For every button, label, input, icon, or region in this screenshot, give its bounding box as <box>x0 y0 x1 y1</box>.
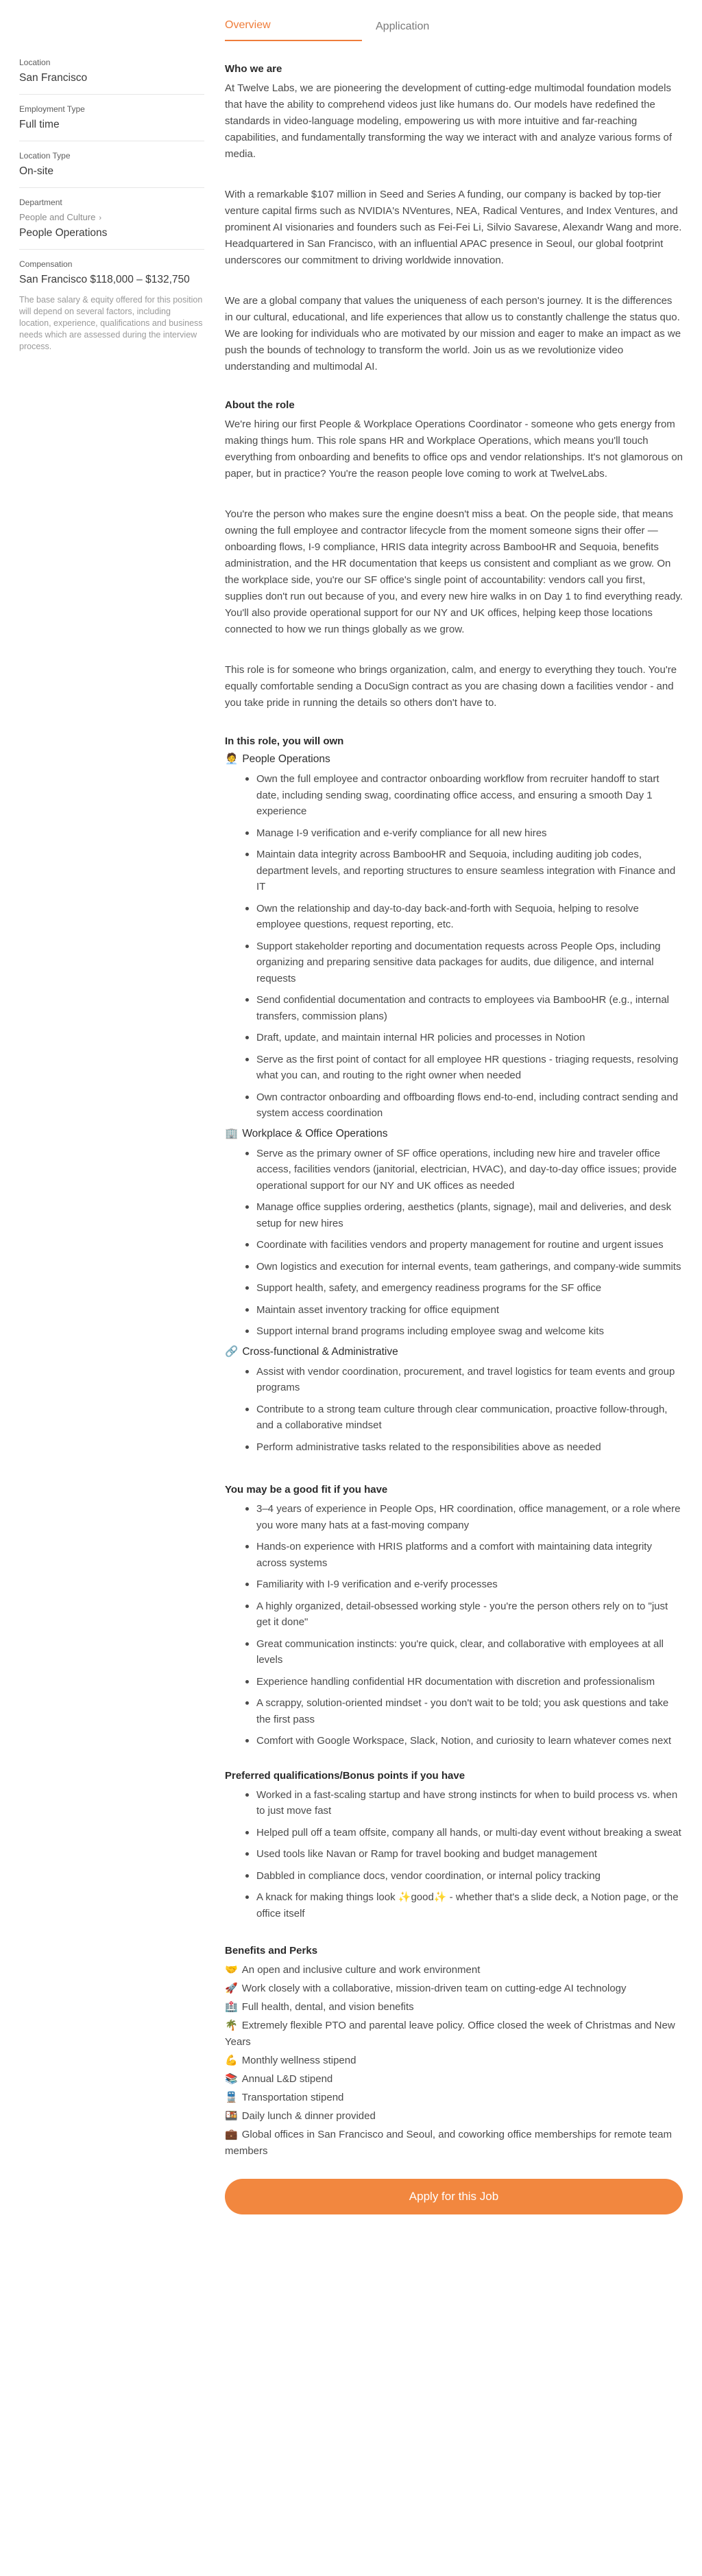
books-icon: 📚 <box>225 2073 238 2085</box>
briefcase-icon: 💼 <box>225 2129 238 2140</box>
who-paragraph-1: At Twelve Labs, we are pioneering the development of cutting-edge multimodal foundation models that have the ability to comprehend videos just like humans do. Our models have redefined the standards in video-language modeling, empowering us with more intuitive and far-reaching capabilities, and fundamentally transforming the way we interact with and analyze various forms of media. <box>225 82 672 160</box>
perk-item <box>225 2127 683 2160</box>
list-item: Maintain asset inventory tracking for office equipment <box>245 1302 683 1319</box>
compensation-section <box>19 259 204 362</box>
bento-box-icon: 🍱 <box>225 2110 238 2122</box>
about-role-heading: About the role <box>225 399 295 411</box>
list-item: Familiarity with I-9 verification and e-verify processes <box>245 1576 683 1593</box>
people-ops-label: People Operations <box>242 753 330 765</box>
list-item: Serve as the primary owner of SF office operations, including new hire and traveler office access, facilities vendors (janitorial, electrician, HVAC), and day-to-day office issues; provide operational support for our NY and UK offices as needed <box>245 1146 683 1194</box>
link-icon: 🔗 <box>225 1345 239 1358</box>
list-item: A scrappy, solution-oriented mindset - you don't wait to be told; you ask questions and take the first pass <box>245 1695 683 1727</box>
location-value: San Francisco <box>19 72 88 84</box>
office-building-icon: 🏢 <box>225 1127 239 1139</box>
apply-button[interactable]: Apply for this Job <box>225 2179 683 2214</box>
list-item: Coordinate with facilities vendors and property management for routine and urgent issues <box>245 1237 683 1253</box>
location-type-value: On-site <box>19 165 53 177</box>
rocket-icon: 🚀 <box>225 1983 238 1994</box>
list-item: Own the full employee and contractor onboarding workflow from recruiter handoff to start date, including sending swag, coordinating office access, and ensuring a smooth Day 1 experience <box>245 771 683 820</box>
person-office-worker-icon: 🧑‍💼 <box>225 753 239 765</box>
workplace-ops-subheading <box>225 1127 683 1140</box>
perks-heading: Benefits and Perks <box>225 1945 318 1957</box>
perk-item <box>225 2090 683 2106</box>
perk-text: Annual L&D stipend <box>241 2073 333 2085</box>
perk-item <box>225 1981 683 1997</box>
role-paragraph-1: We're hiring our first People & Workplace Operations Coordinator - someone who gets energy from making things hum. This role spans HR and Workplace Operations, which means you'll touch everything from onboarding and benefits to office ops and vendor relationships. It's not glamorous on paper, but in practice? You're the reason people love coming to work at TwelveLabs. <box>225 418 683 480</box>
employment-label: Employment Type <box>19 104 85 114</box>
list-item: Used tools like Navan or Ramp for travel booking and budget management <box>245 1846 683 1863</box>
compensation-value: San Francisco $118,000 – $132,750 <box>19 274 190 285</box>
employment-value: Full time <box>19 119 60 130</box>
list-item: Support stakeholder reporting and documentation requests across People Ops, including organizing and preparing sensitive data packages for audits, due diligence, and internal requests <box>245 938 683 987</box>
list-item: Manage I-9 verification and e-verify compliance for all new hires <box>245 825 683 842</box>
train-icon: 🚆 <box>225 2092 238 2103</box>
chevron-right-icon: › <box>99 214 101 222</box>
perk-item <box>225 1962 683 1978</box>
people-ops-list <box>225 771 683 1122</box>
perk-text: An open and inclusive culture and work environment <box>241 1964 481 1976</box>
list-item: Maintain data integrity across BambooHR and Sequoia, including auditing job codes, department levels, and reporting structures to ensure seamless integration with Finance and IT <box>245 847 683 895</box>
list-item: Own logistics and execution for internal events, team gatherings, and company-wide summits <box>245 1259 683 1275</box>
job-details-sidebar <box>19 0 204 372</box>
location-label: Location <box>19 58 51 67</box>
list-item: Support internal brand programs including employee swag and welcome kits <box>245 1323 683 1340</box>
role-paragraph-3: This role is for someone who brings organization, calm, and energy to everything they touch. You're equally comfortable sending a DocuSign contract as you are chasing down a facilities vendor - and you take pride in running the details so others don't have to. <box>225 664 677 709</box>
list-item: Own the relationship and day-to-day back-and-forth with Sequoia, helping to resolve employee questions, request reporting, etc. <box>245 901 683 933</box>
employment-section <box>19 104 204 141</box>
tab-overview[interactable]: Overview <box>225 19 362 41</box>
perk-item <box>225 2053 683 2069</box>
who-we-are-heading: Who we are <box>225 63 282 75</box>
perk-text: Daily lunch & dinner provided <box>241 2110 376 2122</box>
list-item: Comfort with Google Workspace, Slack, Notion, and curiosity to learn whatever comes next <box>245 1733 683 1749</box>
cross-functional-subheading <box>225 1345 683 1358</box>
who-paragraph-3: We are a global company that values the uniqueness of each person's journey. It is the differences in our cultural, educational, and life experiences that allow us to constantly challenge the status quo. We are looking for individuals who are motivated by our mission and eager to make an impact as we push the bounds of technology to transform the world. Join us as we revolutionize video understanding and multimodal AI. <box>225 295 681 373</box>
list-item: Send confidential documentation and contracts to employees via BambooHR (e.g., internal transfers, commission plans) <box>245 992 683 1024</box>
bonus-list <box>225 1787 683 1922</box>
list-item: Contribute to a strong team culture through clear communication, proactive follow-through, and a collaborative mindset <box>245 1402 683 1434</box>
department-breadcrumb[interactable] <box>19 212 204 222</box>
cross-functional-label: Cross-functional & Administrative <box>242 1345 398 1358</box>
tab-application[interactable]: Application <box>376 21 430 32</box>
good-fit-heading: You may be a good fit if you have <box>225 1484 388 1496</box>
list-item: Assist with vendor coordination, procurement, and travel logistics for team events and group programs <box>245 1364 683 1396</box>
bonus-heading: Preferred qualifications/Bonus points if you have <box>225 1769 465 1782</box>
perk-text: Transportation stipend <box>241 2092 344 2103</box>
perk-text: Work closely with a collaborative, mission-driven team on cutting-edge AI technology <box>241 1983 627 1994</box>
location-section <box>19 0 204 95</box>
list-item: Experience handling confidential HR documentation with discretion and professionalism <box>245 1674 683 1690</box>
list-item: 3–4 years of experience in People Ops, HR coordination, office management, or a role where you wore many hats at a fast-moving company <box>245 1501 683 1533</box>
flexed-biceps-icon: 💪 <box>225 2055 238 2066</box>
list-item: A highly organized, detail-obsessed working style - you're the person others rely on to "just get it done" <box>245 1598 683 1631</box>
location-type-label: Location Type <box>19 151 71 161</box>
perk-item <box>225 2071 683 2088</box>
workplace-ops-list <box>225 1146 683 1340</box>
list-item: Own contractor onboarding and offboarding flows end-to-end, including contract sending and system access coordination <box>245 1089 683 1122</box>
own-heading: In this role, you will own <box>225 735 344 747</box>
perk-text: Extremely flexible PTO and parental leave policy. Office closed the week of Christmas and New Years <box>225 2020 675 2048</box>
department-value: People Operations <box>19 227 108 239</box>
list-item: Serve as the first point of contact for all employee HR questions - triaging requests, resolving what you can, and routing to the right owner when needed <box>245 1052 683 1084</box>
workplace-ops-label: Workplace & Office Operations <box>242 1127 388 1139</box>
compensation-label: Compensation <box>19 259 73 269</box>
list-item: Great communication instincts: you're quick, clear, and collaborative with employees at all levels <box>245 1636 683 1668</box>
perks-list <box>225 1962 683 2160</box>
handshake-icon: 🤝 <box>225 1964 238 1976</box>
cross-functional-list <box>225 1364 683 1456</box>
perk-text: Monthly wellness stipend <box>241 2055 356 2066</box>
list-item: Hands-on experience with HRIS platforms and a comfort with maintaining data integrity across systems <box>245 1539 683 1571</box>
list-item: Draft, update, and maintain internal HR policies and processes in Notion <box>245 1030 683 1046</box>
list-item: Worked in a fast-scaling startup and have strong instincts for when to build process vs. when to just move fast <box>245 1787 683 1819</box>
job-overview-main <box>225 0 683 2214</box>
compensation-note: The base salary & equity offered for this position will depend on several factors, including location, experience, qualifications and business needs which are assessed during the interview process. <box>19 295 203 351</box>
hospital-icon: 🏥 <box>225 2001 238 2013</box>
list-item: Support health, safety, and emergency readiness programs for the SF office <box>245 1280 683 1297</box>
palm-tree-icon: 🌴 <box>225 2020 238 2031</box>
list-item: Dabbled in compliance docs, vendor coordination, or internal policy tracking <box>245 1868 683 1884</box>
list-item: Manage office supplies ordering, aesthetics (plants, signage), mail and deliveries, and desk setup for new hires <box>245 1199 683 1231</box>
perk-item <box>225 2108 683 2125</box>
perk-text: Global offices in San Francisco and Seoul, and coworking office memberships for remote team members <box>225 2129 672 2157</box>
role-paragraph-2: You're the person who makes sure the engine doesn't miss a beat. On the people side, that means owning the full employee and contractor lifecycle from the moment someone signs their offer — onboarding flows, I-9 compliance, HRIS data integrity across BambooHR and Sequoia, benefits administration, and the HR documentation that keeps us consistent and compliant as we grow. On the workplace side, you're our SF office's single point of accountability: vendors call you first, supplies don't run out because of you, and every new hire walks in on Day 1 to find everything ready. You'll also provide operational support for our NY and UK offices, helping keep those locations connected to how we run things globally as we grow. <box>225 508 683 635</box>
good-fit-list <box>225 1501 683 1749</box>
perk-item <box>225 2018 683 2051</box>
department-section <box>19 198 204 250</box>
tab-bar <box>225 0 683 41</box>
list-item: A knack for making things look ✨good✨ - whether that's a slide deck, a Notion page, or the office itself <box>245 1889 683 1922</box>
location-type-section <box>19 151 204 188</box>
list-item: Helped pull off a team offsite, company all hands, or multi-day event without breaking a sweat <box>245 1825 683 1841</box>
people-ops-subheading <box>225 753 683 766</box>
perk-item <box>225 1999 683 2016</box>
job-description <box>225 41 683 2214</box>
list-item: Perform administrative tasks related to the responsibilities above as needed <box>245 1439 683 1456</box>
perk-text: Full health, dental, and vision benefits <box>241 2001 414 2013</box>
department-parent[interactable]: People and Culture <box>19 212 96 222</box>
who-paragraph-2: With a remarkable $107 million in Seed and Series A funding, our company is backed by top-tier venture capital firms such as NVIDIA's NVentures, NEA, Radical Ventures, and Index Ventures, and prominent AI visionaries and founders such as Fei-Fei Li, Silvio Savarese, Alexandr Wang and more. Headquartered in San Francisco, with an influential APAC presence in Seoul, our global footprint underscores our commitment to driving worldwide innovation. <box>225 189 682 266</box>
department-label: Department <box>19 198 62 207</box>
